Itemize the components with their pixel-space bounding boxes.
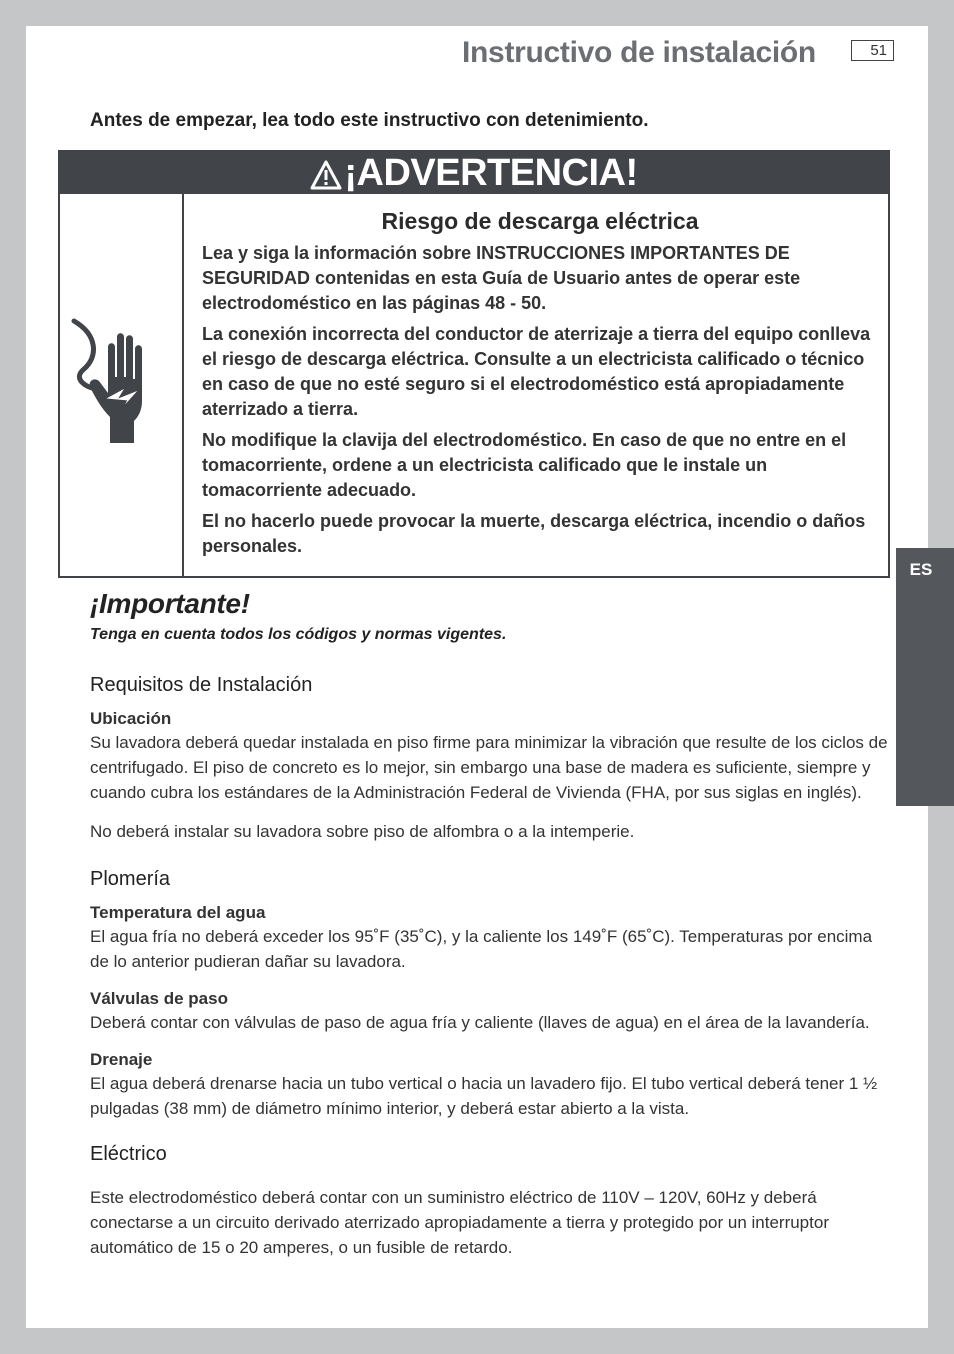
- warning-triangle-icon: [310, 160, 342, 190]
- warning-paragraph: El no hacerlo puede provocar la muerte, descarga eléctrica, incendio o daños personales.: [202, 511, 866, 556]
- section-title-requisitos: Requisitos de Instalación: [90, 674, 313, 696]
- ubicacion-note: No deberá instalar su lavadora sobre piso de alfombra o a la intemperie.: [90, 822, 635, 841]
- warning-box: [58, 150, 890, 578]
- installation-sections: [90, 672, 890, 1274]
- electrico-text: Este electrodoméstico deberá contar con un suministro eléctrico de 110V – 120V, 60Hz y deberá conectarse a un circuito derivado aterrizado apropiadamente a tierra y protegido por un interruptor automático de 15 o 20 amperes, o un fusible de retardo.: [90, 1188, 829, 1257]
- subsection-title-temperatura: Temperatura del agua: [90, 903, 266, 922]
- section-title-plomeria: Plomería: [90, 868, 171, 890]
- page-title: Instructivo de instalación: [462, 36, 816, 69]
- drenaje-text: El agua deberá drenarse hacia un tubo vertical o hacia un lavadero fijo. El tubo vertical deberá tener 1 ½ pulgadas (38 mm) de diámetro mínimo interior, y deberá estar abierto a la vista.: [90, 1074, 878, 1118]
- warning-divider: [182, 194, 184, 576]
- warning-paragraph: La conexión incorrecta del conductor de aterrizaje a tierra del equipo conlleva el riesgo de descarga eléctrica. Consulte a un electricista calificado o técnico en caso de que no esté seguro si el electrodoméstico está apropiadamente aterrizado a tierra.: [202, 324, 871, 419]
- section-title-electrico: Eléctrico: [90, 1143, 167, 1165]
- warning-paragraph: Lea y siga la información sobre INSTRUCCIONES IMPORTANTES DE SEGURIDAD contenidas en esta Guía de Usuario antes de operar este electrodoméstico en las páginas 48 - 50.: [202, 243, 801, 313]
- warning-title: ¡ADVERTENCIA!: [344, 152, 638, 194]
- electric-shock-hand-icon: [68, 317, 172, 453]
- warning-header: [60, 152, 888, 194]
- ubicacion-text: Su lavadora deberá quedar instalada en piso firme para minimizar la vibración que resulte de los ciclos de centrifugado. El piso de concreto es lo mejor, sin embargo una base de madera es suficiente, siempre y cuando cubra los estándares de la Administración Federal de Vivienda (FHA, por sus siglas en inglés).: [90, 733, 888, 802]
- warning-paragraph: No modifique la clavija del electrodoméstico. En caso de que no entre en el tomacorriente, ordene a un electricista calificado que le instale un tomacorriente adecuado.: [202, 430, 847, 500]
- subsection-title-valvulas: Válvulas de paso: [90, 989, 228, 1008]
- temperatura-text: El agua fría no deberá exceder los 95˚F (35˚C), y la caliente los 149˚F (65˚C). Temperaturas por encima de lo anterior pudieran dañar su lavadora.: [90, 927, 873, 971]
- warning-subtitle: Riesgo de descarga eléctrica: [381, 208, 699, 234]
- subsection-title-ubicacion: Ubicación: [90, 709, 172, 728]
- warning-content: [202, 208, 878, 565]
- page-number: 51: [851, 40, 894, 61]
- intro-text: Antes de empezar, lea todo este instructivo con detenimiento.: [90, 110, 649, 131]
- valvulas-text: Deberá contar con válvulas de paso de agua fría y caliente (llaves de agua) en el área de la lavandería.: [90, 1013, 870, 1032]
- important-subtitle: Tenga en cuenta todos los códigos y normas vigentes.: [90, 626, 507, 643]
- language-side-tab: [896, 548, 954, 806]
- important-heading: ¡Importante!: [90, 588, 250, 619]
- subsection-title-drenaje: Drenaje: [90, 1050, 153, 1069]
- language-tab-label: ES: [909, 560, 933, 579]
